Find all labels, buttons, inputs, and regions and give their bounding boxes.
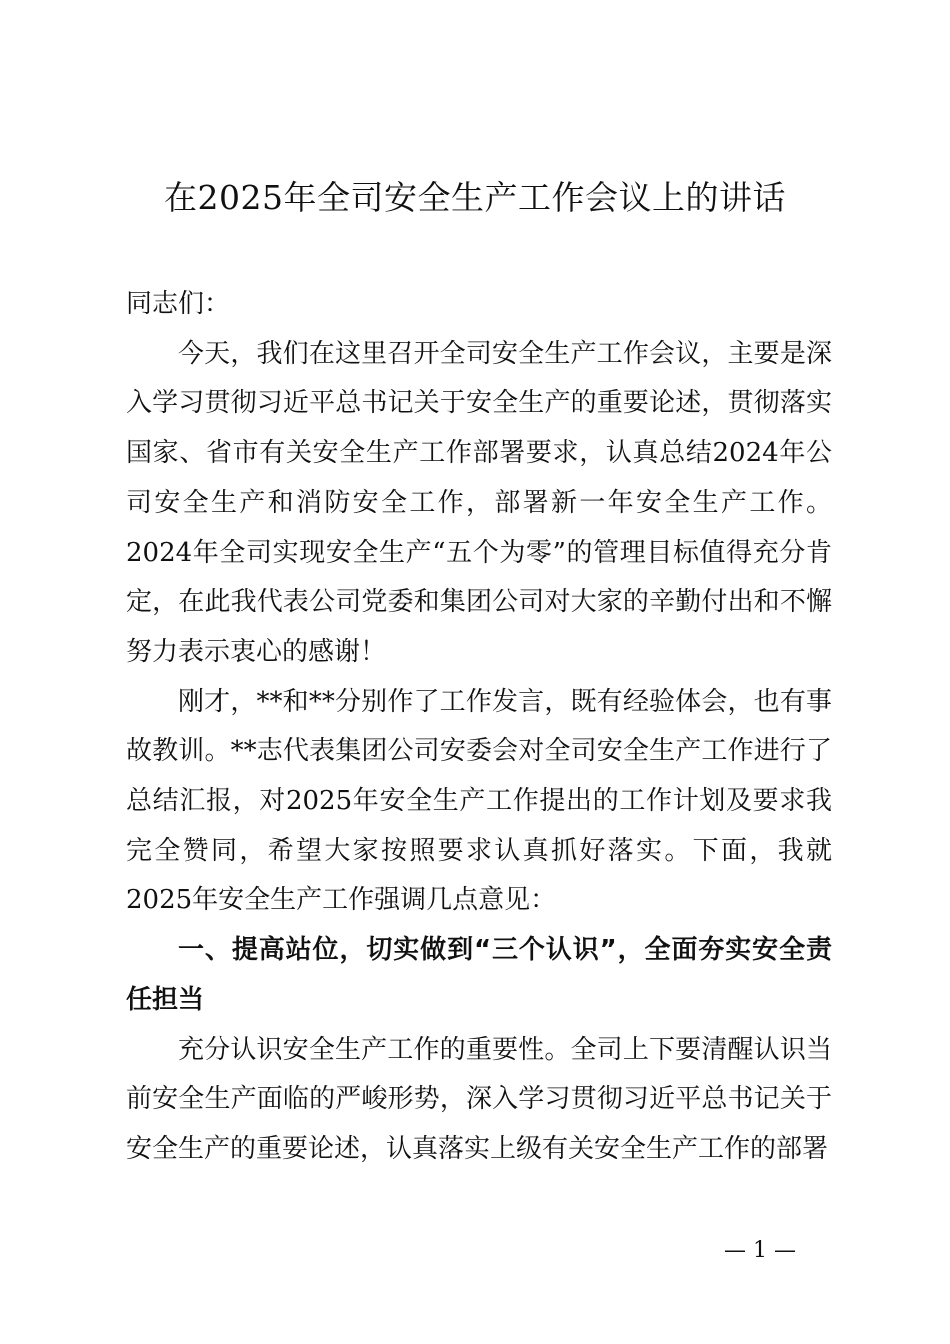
page-number: — 1 — [724,1238,796,1263]
paragraph-remarks: 刚才，**和**分别作了工作发言，既有经验体会，也有事故教训。**志代表集团公司安委会对全司安全生产工作进行了总结汇报，对2025年安全生产工作提出的工作计划及要求我完全赞同，希望大家按照要求认真抓好落实。下面，我就2025年安全生产工作强调几点意见： [126,686,832,916]
document-body [126,280,832,1175]
document-title: 在2025年全司安全生产工作会议上的讲话 [164,178,786,217]
section-heading: 一、提高站位，切实做到“三个认识”，全面夯实安全责任担当 [126,935,832,1015]
paragraph-opening: 今天，我们在这里召开全司安全生产工作会议，主要是深入学习贯彻习近平总书记关于安全生产的重要论述，贯彻落实国家、省市有关安全生产工作部署要求，认真总结2024年公司安全生产和消防安全工作，部署新一年安全生产工作。2024年全司实现安全生产“五个为零”的管理目标值得充分肯定，在此我代表公司党委和集团公司对大家的辛勤付出和不懈努力表示衷心的感谢！ [126,338,832,667]
paragraph-section-one: 充分认识安全生产工作的重要性。全司上下要清醒认识当前安全生产面临的严峻形势，深入学习贯彻习近平总书记关于安全生产的重要论述，认真落实上级有关安全生产工作的部署 [126,1034,832,1164]
salutation: 同志们： [126,289,231,319]
